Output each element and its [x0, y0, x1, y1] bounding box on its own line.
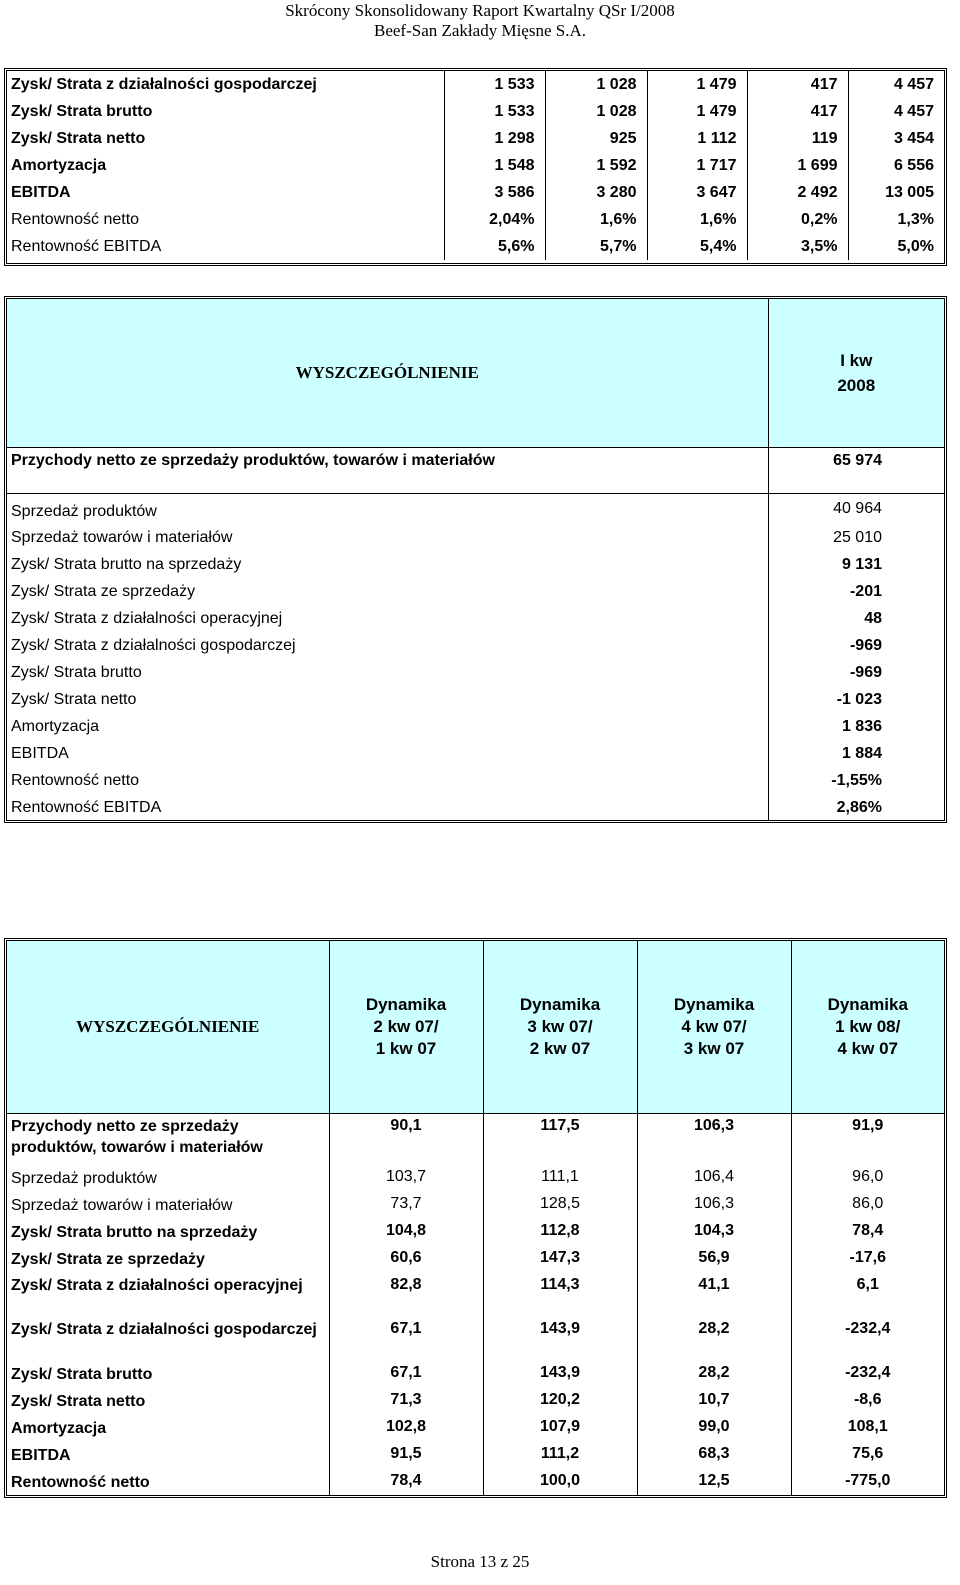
cell-value: 1 533	[444, 98, 545, 125]
cell-value: 5,0%	[848, 233, 944, 260]
header-line: 1 kw 07	[375, 1038, 437, 1058]
column-header-dynamika	[637, 941, 791, 1113]
table-row	[7, 71, 944, 98]
header-line: 2 kw 07/	[373, 1016, 439, 1036]
period-year: 2008	[837, 375, 876, 395]
cell-value: -232,4	[791, 1361, 944, 1388]
column-header-label: WYSZCZEGÓLNIENIE	[295, 362, 479, 382]
cell-value: 107,9	[483, 1415, 637, 1442]
cell-value: 6,1	[791, 1273, 944, 1317]
row-label: Sprzedaż produktów	[11, 1170, 157, 1187]
row-label: Zysk/ Strata brutto na sprzedaży	[11, 1224, 258, 1241]
header-line: 1 kw 08/	[835, 1016, 901, 1036]
cell-value: 60,6	[329, 1246, 483, 1273]
cell-value: 4 457	[848, 98, 944, 125]
row-label: Sprzedaż produktów	[7, 493, 768, 524]
table-row	[7, 179, 944, 206]
cell-value: 78,4	[329, 1469, 483, 1496]
row-label: Zysk/ Strata z działalności operacyjnej	[11, 609, 283, 627]
table-row	[7, 605, 944, 632]
cell-value: 143,9	[483, 1361, 637, 1388]
cell-value: 65 974	[768, 447, 944, 493]
header-line: Dynamika	[673, 994, 755, 1014]
header-line: Dynamika	[827, 994, 908, 1014]
header-line: Dynamika	[519, 994, 601, 1014]
row-label: Zysk/ Strata brutto	[11, 102, 153, 120]
cell-value: 2 492	[747, 179, 848, 206]
row-label: Rentowność EBITDA	[11, 237, 162, 255]
table-row	[7, 1113, 944, 1165]
cell-value: 147,3	[483, 1246, 637, 1273]
column-header-period	[768, 299, 944, 447]
cell-value: 71,3	[329, 1388, 483, 1415]
table-row	[7, 1273, 944, 1317]
table-row	[7, 493, 944, 524]
cell-value: 128,5	[483, 1192, 637, 1219]
table-row	[7, 686, 944, 713]
table-row	[7, 551, 944, 578]
cell-value: -232,4	[791, 1317, 944, 1361]
cell-value: 106,4	[637, 1165, 791, 1192]
page-number: Strona 13 z 25	[430, 1552, 530, 1571]
cell-value: -775,0	[791, 1469, 944, 1496]
cell-value: 73,7	[329, 1192, 483, 1219]
table-row	[7, 713, 944, 740]
cell-value: 99,0	[637, 1415, 791, 1442]
summary-table	[4, 68, 947, 266]
row-label: Zysk/ Strata z działalności gospodarczej	[11, 636, 296, 654]
cell-value: 4 457	[848, 71, 944, 98]
row-label: Rentowność netto	[11, 1474, 150, 1491]
table-row	[7, 794, 944, 821]
cell-value: 1 112	[647, 125, 747, 152]
cell-value: 1 298	[444, 125, 545, 152]
row-label: Amortyzacja	[11, 717, 100, 735]
row-label: EBITDA	[11, 1447, 71, 1464]
row-label: Zysk/ Strata ze sprzedaży	[11, 1251, 205, 1268]
cell-value: 3 586	[444, 179, 545, 206]
row-label: Zysk/ Strata brutto	[11, 663, 142, 681]
cell-value: 112,8	[483, 1219, 637, 1246]
cell-value: 6 556	[848, 152, 944, 179]
cell-value: 143,9	[483, 1317, 637, 1361]
cell-value: 119	[747, 125, 848, 152]
column-header-dynamika	[791, 941, 944, 1113]
cell-value: 1 836	[768, 713, 944, 740]
table-row	[7, 1442, 944, 1469]
period-quarter: I kw	[840, 350, 873, 370]
cell-value: 2,86%	[768, 794, 944, 821]
table-row	[7, 1317, 944, 1361]
cell-value: 1 479	[647, 71, 747, 98]
table-row	[7, 1361, 944, 1388]
row-label: EBITDA	[11, 744, 69, 762]
table-row	[7, 659, 944, 686]
cell-value: 40 964	[768, 493, 944, 524]
table-row	[7, 447, 944, 493]
cell-value: 5,4%	[647, 233, 747, 260]
quarter-table	[4, 296, 947, 823]
cell-value: -8,6	[791, 1388, 944, 1415]
cell-value: 91,9	[791, 1113, 944, 1165]
table-row	[7, 1469, 944, 1496]
header-line: 4 kw 07/	[681, 1016, 747, 1036]
row-label: Sprzedaż towarów i materiałów	[11, 1197, 233, 1214]
cell-value: 1 548	[444, 152, 545, 179]
cell-value: 108,1	[791, 1415, 944, 1442]
row-label: Rentowność EBITDA	[11, 798, 162, 816]
cell-value: 2,04%	[444, 206, 545, 233]
cell-value: -1 023	[768, 686, 944, 713]
cell-value: 25 010	[768, 524, 944, 551]
table-row	[7, 740, 944, 767]
cell-value: -969	[768, 632, 944, 659]
cell-value: 106,3	[637, 1192, 791, 1219]
cell-value: 1 533	[444, 71, 545, 98]
cell-value: 9 131	[768, 551, 944, 578]
cell-value: 5,7%	[545, 233, 647, 260]
row-label: Zysk/ Strata brutto	[11, 1366, 153, 1383]
row-label: Zysk/ Strata netto	[11, 129, 146, 147]
cell-value: 10,7	[637, 1388, 791, 1415]
cell-value: 120,2	[483, 1388, 637, 1415]
table-row	[7, 767, 944, 794]
cell-value: 28,2	[637, 1361, 791, 1388]
table-row	[7, 1219, 944, 1246]
table-row	[7, 1415, 944, 1442]
row-label: Zysk/ Strata netto	[11, 690, 137, 708]
table-row	[7, 98, 944, 125]
cell-value: 3 280	[545, 179, 647, 206]
header-line: 2 kw 07	[529, 1038, 591, 1058]
column-header-dynamika	[329, 941, 483, 1113]
cell-value: 114,3	[483, 1273, 637, 1317]
cell-value: 3,5%	[747, 233, 848, 260]
cell-value: 12,5	[637, 1469, 791, 1496]
cell-value: 102,8	[329, 1415, 483, 1442]
cell-value: 78,4	[791, 1219, 944, 1246]
cell-value: 28,2	[637, 1317, 791, 1361]
cell-value: 104,3	[637, 1219, 791, 1246]
cell-value: 1 028	[545, 98, 647, 125]
cell-value: 1,3%	[848, 206, 944, 233]
cell-value: 13 005	[848, 179, 944, 206]
cell-value: 104,8	[329, 1219, 483, 1246]
row-label: Zysk/ Strata netto	[11, 1393, 146, 1410]
cell-value: 1,6%	[545, 206, 647, 233]
row-label: Rentowność netto	[11, 210, 140, 228]
cell-value: 3 647	[647, 179, 747, 206]
row-label: Amortyzacja	[11, 156, 107, 174]
cell-value: -201	[768, 578, 944, 605]
row-label: Amortyzacja	[11, 1420, 107, 1437]
table-row	[7, 632, 944, 659]
table-row	[7, 1246, 944, 1273]
row-label: Przychody netto ze sprzedaży produktów, towarów i materiałów	[7, 447, 768, 493]
cell-value: 5,6%	[444, 233, 545, 260]
table-row	[7, 524, 944, 551]
cell-value: 1,6%	[647, 206, 747, 233]
cell-value: 1 884	[768, 740, 944, 767]
cell-value: 48	[768, 605, 944, 632]
header-line: Dynamika	[365, 994, 447, 1014]
row-label: Zysk/ Strata z działalności gospodarczej	[11, 1321, 317, 1338]
row-label: Zysk/ Strata ze sprzedaży	[11, 582, 196, 600]
cell-value: 86,0	[791, 1192, 944, 1219]
table-row	[7, 152, 944, 179]
cell-value: 100,0	[483, 1469, 637, 1496]
table-row	[7, 233, 944, 260]
header-line: 3 kw 07/	[527, 1016, 593, 1036]
table-row	[7, 125, 944, 152]
cell-value: 117,5	[483, 1113, 637, 1165]
cell-value: 925	[545, 125, 647, 152]
cell-value: 67,1	[329, 1317, 483, 1361]
row-label: Sprzedaż towarów i materiałów	[11, 528, 233, 546]
cell-value: 56,9	[637, 1246, 791, 1273]
column-header-dynamika	[483, 941, 637, 1113]
row-label: EBITDA	[11, 183, 71, 201]
cell-value: 111,1	[483, 1165, 637, 1192]
cell-value: -17,6	[791, 1246, 944, 1273]
cell-value: 1 479	[647, 98, 747, 125]
row-label: Zysk/ Strata z działalności gospodarczej	[11, 75, 317, 93]
cell-value: 90,1	[329, 1113, 483, 1165]
table-row	[7, 1388, 944, 1415]
cell-value: 1 028	[545, 71, 647, 98]
cell-value: 3 454	[848, 125, 944, 152]
table-row	[7, 1192, 944, 1219]
row-label: Przychody netto ze sprzedaży produktów, towarów i materiałów	[7, 1113, 329, 1165]
cell-value: 82,8	[329, 1273, 483, 1317]
report-title: Skrócony Skonsolidowany Raport Kwartalny QSr I/2008	[285, 1, 675, 20]
cell-value: 68,3	[637, 1442, 791, 1469]
company-name: Beef-San Zakłady Mięsne S.A.	[374, 21, 586, 40]
cell-value: 1 717	[647, 152, 747, 179]
dynamics-table	[4, 938, 947, 1498]
cell-value: 41,1	[637, 1273, 791, 1317]
column-header-label: WYSZCZEGÓLNIENIE	[76, 1016, 260, 1036]
cell-value: 417	[747, 71, 848, 98]
cell-value: 106,3	[637, 1113, 791, 1165]
cell-value: 417	[747, 98, 848, 125]
cell-value: -969	[768, 659, 944, 686]
cell-value: 1 592	[545, 152, 647, 179]
row-label: Rentowność netto	[11, 771, 140, 789]
cell-value: 0,2%	[747, 206, 848, 233]
table-row	[7, 206, 944, 233]
table-row	[7, 578, 944, 605]
cell-value: 67,1	[329, 1361, 483, 1388]
cell-value: 1 699	[747, 152, 848, 179]
row-label: Zysk/ Strata z działalności operacyjnej	[11, 1277, 303, 1294]
header-line: 3 kw 07	[683, 1038, 745, 1058]
row-label: Zysk/ Strata brutto na sprzedaży	[11, 555, 242, 573]
cell-value: 111,2	[483, 1442, 637, 1469]
cell-value: 75,6	[791, 1442, 944, 1469]
cell-value: 103,7	[329, 1165, 483, 1192]
cell-value: 91,5	[329, 1442, 483, 1469]
cell-value: 96,0	[791, 1165, 944, 1192]
table-row	[7, 1165, 944, 1192]
cell-value: -1,55%	[768, 767, 944, 794]
header-line: 4 kw 07	[837, 1038, 898, 1058]
